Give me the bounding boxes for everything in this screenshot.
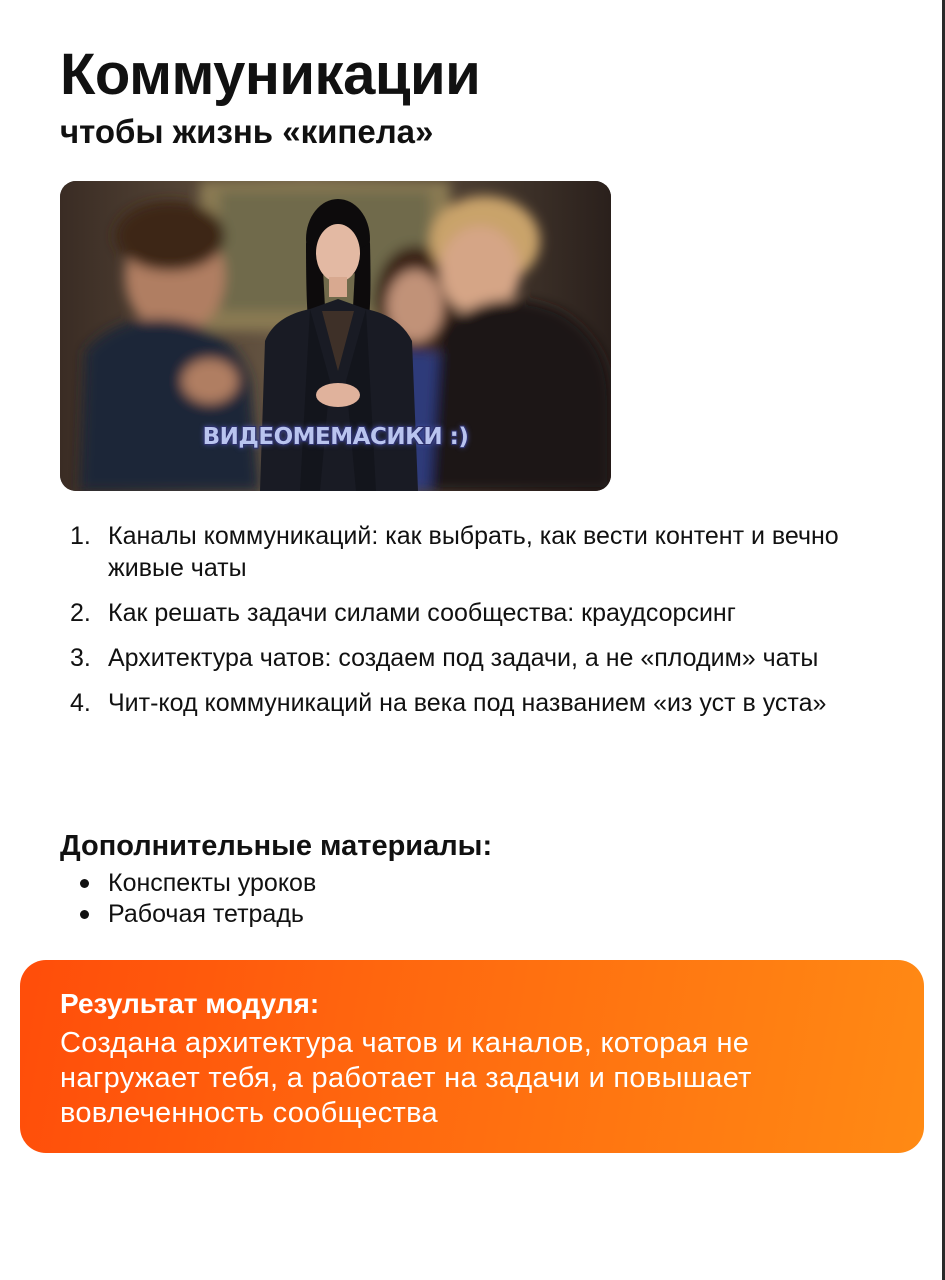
topic-item xyxy=(70,597,860,629)
topic-text: Чит-код коммуникаций на века под названием «из уст в уста» xyxy=(108,689,827,717)
topic-item xyxy=(70,520,860,584)
topic-text: Архитектура чатов: создаем под задачи, а не «плодим» чаты xyxy=(108,644,819,672)
topic-text: Каналы коммуникаций: как выбрать, как вести контент и вечно живые чаты xyxy=(108,522,839,582)
topic-number: 2. xyxy=(70,599,91,627)
extras-item xyxy=(80,899,316,930)
topic-item xyxy=(70,642,860,674)
page-title: Коммуникации xyxy=(60,42,481,107)
video-caption: ВИДЕОМЕМАСИКИ :) xyxy=(202,424,469,450)
extras-item-text: Конспекты уроков xyxy=(108,869,317,897)
extras-list xyxy=(80,868,316,930)
result-heading: Результат модуля: xyxy=(60,988,320,1019)
topic-number: 4. xyxy=(70,689,91,717)
bullet-icon xyxy=(80,910,89,919)
topic-text: Как решать задачи силами сообщества: краудсорсинг xyxy=(108,599,736,627)
extras-heading: Дополнительные материалы: xyxy=(60,830,493,862)
result-card xyxy=(20,960,924,1153)
video-preview[interactable] xyxy=(60,181,611,491)
topic-item xyxy=(70,687,860,719)
topic-number: 3. xyxy=(70,644,91,672)
bullet-icon xyxy=(80,879,89,888)
extras-item xyxy=(80,868,316,899)
topic-number: 1. xyxy=(70,522,91,550)
topics-list xyxy=(70,520,860,732)
page-subtitle: чтобы жизнь «кипела» xyxy=(60,113,434,150)
result-text: Создана архитектура чатов и каналов, которая не нагружает тебя, а работает на задачи и повышает вовлеченность сообщества xyxy=(60,1027,752,1129)
extras-item-text: Рабочая тетрадь xyxy=(108,900,304,928)
